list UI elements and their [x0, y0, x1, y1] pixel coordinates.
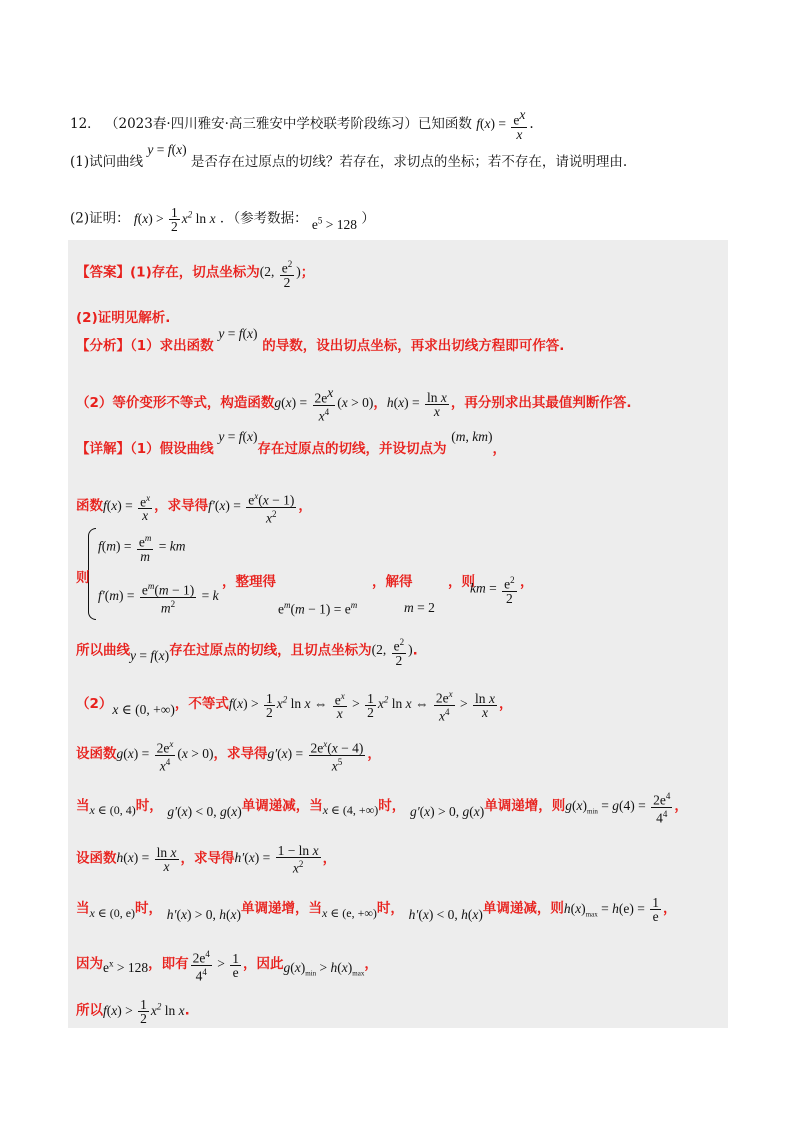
part1-text: 是否存在过原点的切线？若存在，求切点的坐标；若不存在，请说明理由. [190, 154, 628, 170]
detail-l8-a: 设函数 [76, 850, 117, 867]
question-source: （2023春·四川雅安·高三雅安中学校联考阶段练习）已知函数 [104, 115, 472, 132]
formula-g-2: g(x) = $\frac{2e^x}{x^4}$ (x > 0) [116, 739, 214, 773]
formula-g-min: $g(x)_{min} = g(4)$ = $\frac{2e^4}{4^4}$ [565, 791, 671, 825]
detail-l7-end: ， [674, 798, 688, 815]
system-eq-2: f′(m) = $\frac{e^m(m - 1)}{m^2}$ = k [98, 581, 219, 615]
detail-l6-b: ，求导得 [213, 746, 268, 763]
formula-curve-3: y = f(x) [218, 429, 258, 444]
formula-km: km = $\frac{e^2}{2}$ [470, 575, 515, 606]
formula-curve: y = f(x) [147, 142, 187, 157]
detail-l1-b: 存在过原点的切线，并设切点为 [257, 441, 447, 457]
formula-equiv: f(x) > $\frac{1}{2}$ $x^2$ ln x ⇔ $\frac{e^x}{x}$ > $\frac{1}{2}$ $x^2$ ln x ⇔ $\frac{2e^x}{x^4}$ > $\frac{\text{ln x}}{x}$ [228, 689, 495, 723]
detail-line-11 [76, 998, 190, 1025]
detail-l9-t: 时， [135, 900, 163, 917]
detail-l5-a: （2） [76, 696, 113, 713]
detail-l3-solve: ，解得 [372, 574, 413, 590]
detail-l9-dec: 单调递减，则 [482, 900, 564, 917]
detail-l5-b: ，不等式 [174, 696, 229, 713]
detail-l7-t: 时， [135, 798, 163, 815]
formula-tangent-point: (m, km) [451, 429, 493, 444]
detail-label: 【详解】 [76, 441, 130, 457]
formula-g-deriv: g′(x) = $\frac{2e^x(x - 4)}{x^5}$ [267, 739, 364, 773]
answer-label: 【答案】 [76, 264, 130, 281]
formula-ref: $e^5 > 128$ [311, 215, 358, 232]
formula-curve-2: y = f(x) [218, 326, 258, 341]
part2-prefix: (2)证明： [70, 210, 130, 227]
formula-h-max: $h(x)_{max} = h(e)$ = $\frac{1}{e}$ [563, 895, 659, 924]
question-part-2 [70, 206, 375, 233]
formula-m: m = 2 [404, 600, 435, 615]
analysis-line-2 [76, 386, 632, 422]
analysis-step1-a: （1）求出函数 [130, 338, 214, 354]
formula-g-pos: g′(x) > 0, g(x) [409, 804, 485, 820]
formula-f-deriv: f′(x) = $\frac{e^x(x - 1)}{x^2}$ [208, 491, 295, 525]
formula-compare: $\frac{2e^4}{4^4}$ > $\frac{1}{e}$ [192, 949, 239, 983]
detail-l7-t2: 时， [378, 798, 406, 815]
detail-l3-end: ， [520, 574, 534, 590]
answer-part2: (2)证明见解析. [76, 310, 171, 326]
detail-line-9 [76, 896, 676, 923]
part1-prefix: (1)试问曲线 [70, 154, 144, 170]
detail-line-1 [76, 429, 506, 457]
detail-l3-tidy: ，整理得 [222, 574, 276, 590]
analysis-line-1 [76, 326, 565, 354]
detail-l10-a: 因为 [76, 956, 103, 973]
detail-line-7 [76, 790, 688, 824]
detail-l5-end: ， [498, 696, 513, 713]
detail-l4-end: . [412, 642, 418, 659]
formula-simplified: $e^m(m - 1) = e^m$ [278, 600, 358, 617]
detail-l1-c: ， [492, 441, 506, 457]
detail-l10-end: ， [364, 956, 378, 973]
detail-l6-a: 设函数 [76, 746, 117, 763]
detail-l3-then: 则 [76, 570, 90, 586]
detail-l9-when: 当 [76, 900, 90, 917]
question-part-1 [70, 142, 628, 170]
detail-l11-a: 所以 [76, 1002, 103, 1019]
answer-part1-end: ； [300, 264, 315, 281]
formula-h-deriv: h′(x) = $\frac{\text{1 − ln x}}{x^2}$ [234, 843, 319, 876]
formula-h-pos: h′(x) > 0, h(x) [166, 906, 242, 922]
detail-l2-a: 函数 [76, 498, 103, 515]
detail-line-6 [76, 738, 381, 772]
formula-f-def: f [476, 115, 480, 131]
question-line-1: 12． （2023春·四川雅安·高三雅安中学校联考阶段练习）已知函数 f(x) = $\frac{e^x}{x}$ . [70, 107, 534, 142]
detail-l4-a: 所以曲线 [76, 642, 130, 659]
formula-point-2: (2, $\frac{e^2}{2}$ ) [371, 637, 413, 668]
answer-part1: (1)存在，切点坐标为 [130, 264, 260, 281]
analysis-step2-a: （2）等价变形不等式，构造函数 [76, 395, 275, 412]
formula-g-neg: g′(x) < 0, g(x) [167, 804, 242, 820]
formula-h-neg: h′(x) < 0, h(x) [408, 906, 483, 922]
analysis-label: 【分析】 [76, 338, 130, 354]
detail-l8-b: ，求导得 [180, 850, 235, 867]
detail-l6-end: ， [367, 746, 381, 763]
formula-interval-3: x ∈ (0, e) [89, 905, 136, 920]
part2-ref-end: ） [361, 210, 375, 227]
formula-conclusion: f(x) > $\frac{1}{2}$ $x^2$ ln x [103, 997, 185, 1026]
detail-l9-inc: 单调递增，当 [241, 900, 323, 917]
formula-interval-1: x ∈ (0, 4) [89, 803, 136, 818]
part2-ref: ．（参考数据： [219, 210, 308, 227]
formula-interval-2: x ∈ (4, +∞) [322, 803, 379, 818]
analysis-step1-b: 的导数，设出切点坐标，再求出切线方程即可作答. [262, 338, 565, 354]
detail-l7-when: 当 [76, 798, 90, 815]
detail-line-5 [76, 688, 512, 722]
formula-domain: x ∈ (0, +∞) [112, 702, 175, 718]
detail-l11-end: . [184, 1002, 190, 1019]
detail-l7-inc: 单调递增，则 [484, 798, 566, 815]
analysis-step2-b: ， [373, 395, 387, 412]
detail-l10-b: ，即有 [148, 956, 189, 973]
formula-curve-4: y = f(x) [130, 648, 170, 664]
formula-g: g(x) = $\frac{2e^x}{x^4}$ (x > 0) [274, 385, 374, 423]
formula-inequality: f(x) > $\frac{1}{2}$ $x^2$ ln x [133, 205, 216, 234]
detail-l4-b: 存在过原点的切线，且切点坐标为 [169, 642, 372, 659]
formula-f-def-2: f(x) = $\frac{e^x}{x}$ [103, 492, 151, 524]
formula-h-2: h(x) = $\frac{\text{ln x}}{x}$ [116, 844, 177, 874]
detail-l9-end: ， [662, 900, 677, 917]
analysis-step2-c: ，再分别求出其最值判断作答. [450, 395, 632, 412]
detail-l10-c: ，因此 [243, 956, 284, 973]
answer-line [76, 258, 314, 289]
detail-line-10 [76, 948, 378, 982]
detail-line-4 [76, 636, 418, 667]
detail-line-8 [76, 844, 336, 875]
question-number: 12． [70, 115, 101, 132]
detail-l9-t2: 时， [376, 900, 404, 917]
detail-line-2 [76, 490, 312, 524]
system-eq-1: f(m) = $\frac{e^m}{m}$ = km [98, 533, 186, 564]
formula-interval-4: x ∈ (e, +∞) [322, 905, 377, 920]
detail-l7-dec: 单调递减，当 [241, 798, 323, 815]
detail-l2-b: ，求导得 [154, 498, 209, 515]
detail-l2-c: ， [298, 498, 312, 515]
detail-l3-so: ，则 [448, 574, 475, 590]
formula-min-max: $g(x)_{min} > h(x)_{max}$ [283, 960, 365, 978]
detail-l1-a: （1）假设曲线 [130, 441, 214, 457]
formula-point-1: (2, $\frac{e^2}{2}$ ) [259, 259, 301, 290]
formula-h: h(x) = $\frac{\text{ln x}}{x}$ [386, 389, 447, 419]
detail-l8-end: ， [322, 850, 337, 867]
formula-ref-2: $e^x > 128$ [103, 958, 149, 976]
